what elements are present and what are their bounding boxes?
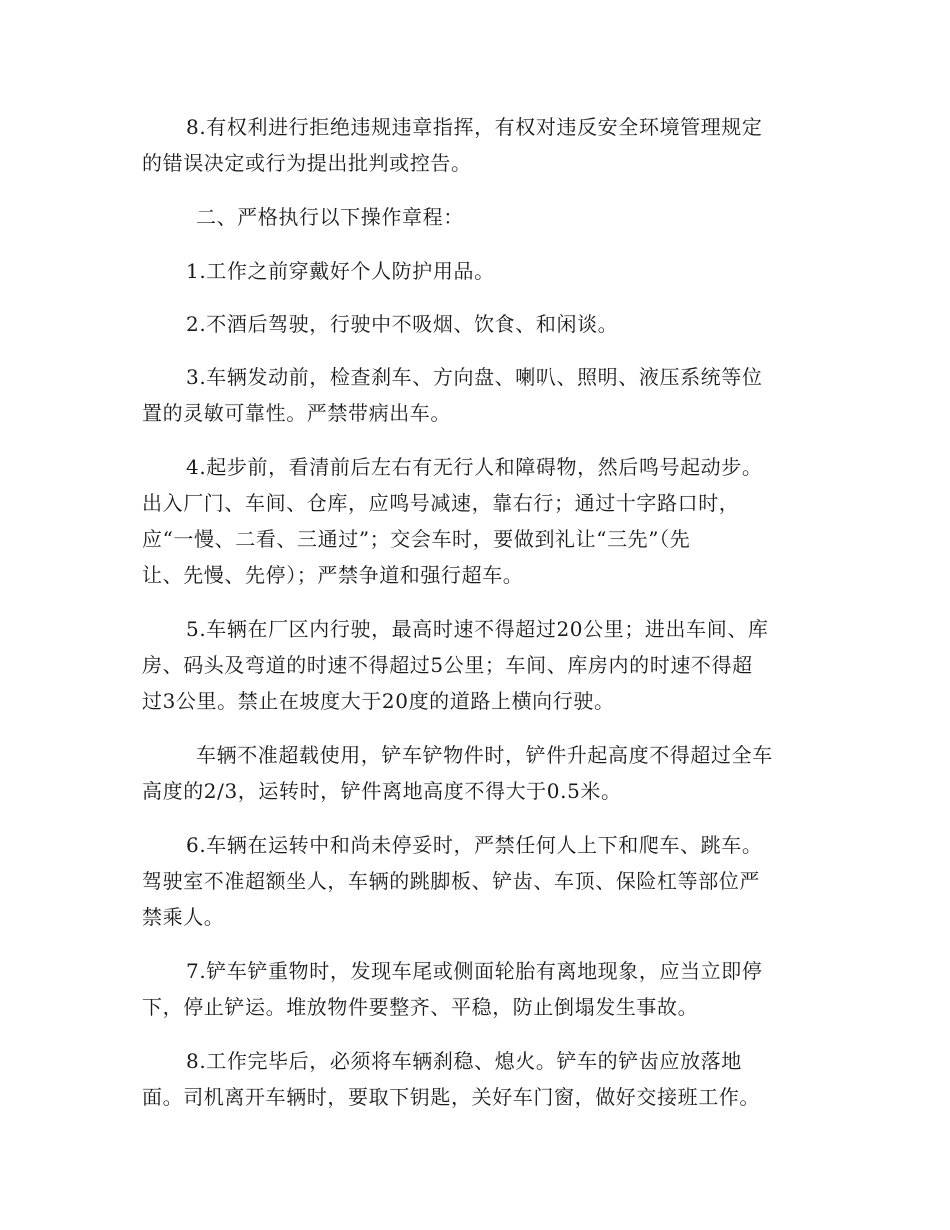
paragraph-line: 4.起步前，看清前后左右有无行人和障碍物，然后鸣号起动步。 (186, 455, 763, 479)
paragraph-line: 2.不酒后驾驶，行驶中不吸烟、饮食、和闲谈。 (186, 312, 619, 336)
paragraph-line: 3.车辆发动前，检查刹车、方向盘、喇叭、照明、液压系统等位 (186, 365, 763, 389)
paragraph-line: 8.工作完毕后，必须将车辆刹稳、熄火。铲车的铲齿应放落地 (186, 1049, 742, 1073)
paragraph-line: 禁乘人。 (142, 905, 225, 929)
paragraph-line: 出入厂门、车间、仓库，应鸣号减速，靠右行；通过十字路口时， (142, 491, 740, 515)
paragraph-line: 面。司机离开车辆时，要取下钥匙，关好车门窗，做好交接班工作。 (142, 1085, 760, 1109)
paragraph-line: 车辆不准超载使用，铲车铲物件时，铲件升起高度不得超过全车 (196, 743, 773, 767)
paragraph-line: 让、先慢、先停）；严禁争道和强行超车。 (142, 563, 524, 587)
paragraph-line: 置的灵敏可靠性。严禁带病出车。 (142, 401, 451, 425)
section-heading: 二、严格执行以下操作章程： (196, 205, 464, 229)
paragraph-line: 过3公里。禁止在坡度大于20度的道路上横向行驶。 (142, 689, 615, 713)
paragraph-line: 6.车辆在运转中和尚未停妥时，严禁任何人上下和爬车、跳车。 (186, 833, 763, 857)
paragraph-line: 房、码头及弯道的时速不得超过5公里；车间、库房内的时速不得超 (142, 653, 753, 677)
paragraph-line: 8.有权利进行拒绝违规违章指挥，有权对违反安全环境管理规定 (186, 115, 763, 139)
paragraph-line: 应“一慢、二看、三通过”；交会车时，要做到礼让“三先”（先 (142, 527, 691, 551)
paragraph-line: 1.工作之前穿戴好个人防护用品。 (186, 259, 495, 283)
paragraph-line: 的错误决定或行为提出批判或控告。 (142, 151, 472, 175)
paragraph-line: 驾驶室不准超额坐人，车辆的跳脚板、铲齿、车顶、保险杠等部位严 (142, 869, 760, 893)
paragraph-line: 7.铲车铲重物时，发现车尾或侧面轮胎有离地现象，应当立即停 (186, 959, 763, 983)
paragraph-line: 下，停止铲运。堆放物件要整齐、平稳，防止倒塌发生事故。 (142, 995, 699, 1019)
paragraph-line: 高度的2/3，运转时，铲件离地高度不得大于0.5米。 (142, 779, 622, 803)
paragraph-line: 5.车辆在厂区内行驶，最高时速不得超过20公里；进出车间、库 (186, 617, 769, 641)
